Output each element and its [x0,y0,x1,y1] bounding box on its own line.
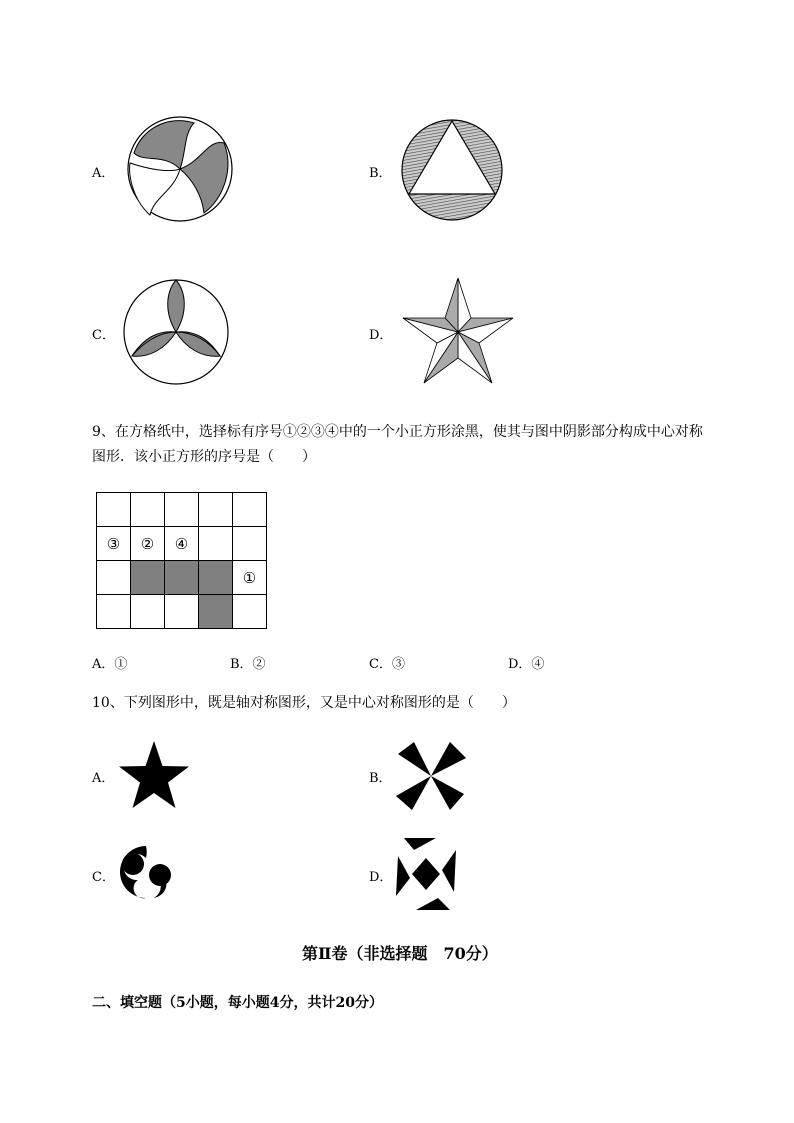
q8-option-b-figure [400,118,504,222]
grid-mark-4: ④ [165,527,199,561]
q8-option-b-label: B． [369,166,392,181]
q9-text-line1: 9、在方格纸中，选择标有序号①②③④中的一个小正方形涂黑，使其与图中阴影部分构成中心对称 [92,424,703,440]
q8-option-a-figure [124,113,236,225]
section2-heading: 二、填空题（5小题，每小题4分，共计20分） [92,995,383,1011]
q10-option-c-label: C． [92,870,115,885]
grid-mark-3: ③ [97,527,131,561]
shaded-cell [199,595,233,629]
q10-option-d-pinwheel-figure [392,836,462,912]
q10-option-a-label: A． [92,771,115,786]
q8-option-c-label: C． [92,328,115,343]
q10-option-a-star-figure [118,740,190,810]
grid-mark-1: ① [233,561,267,595]
q9-text-line2: 图形．该小正方形的序号是（ ） [92,449,316,465]
q9-answer-c: C．③ [369,657,405,672]
part2-title: 第Ⅱ卷（非选择题 70分） [302,944,498,963]
shaded-cell [199,561,233,595]
shaded-cell [165,561,199,595]
q8-option-c-figure [122,278,230,386]
q10-option-b-label: B． [369,771,392,786]
q9-answer-d: D．④ [508,657,545,672]
q8-option-d-label: D． [369,328,393,343]
q9-answer-b: B．② [230,657,266,672]
q10-question-text: 10、下列图形中，既是轴对称图形，又是中心对称图形的是（ ） [92,695,516,711]
q10-option-d-label: D． [369,870,393,885]
q8-option-a-label: A． [92,166,115,181]
q8-option-d-figure [400,276,516,386]
q9-question-text [92,421,772,468]
shaded-cell [131,561,165,595]
grid-mark-2: ② [131,527,165,561]
q10-option-c-swirl-figure [116,842,176,902]
q9-grid [96,492,267,629]
q10-option-b-pinwheel-figure [394,740,468,812]
q9-answer-a: A．① [92,657,128,672]
